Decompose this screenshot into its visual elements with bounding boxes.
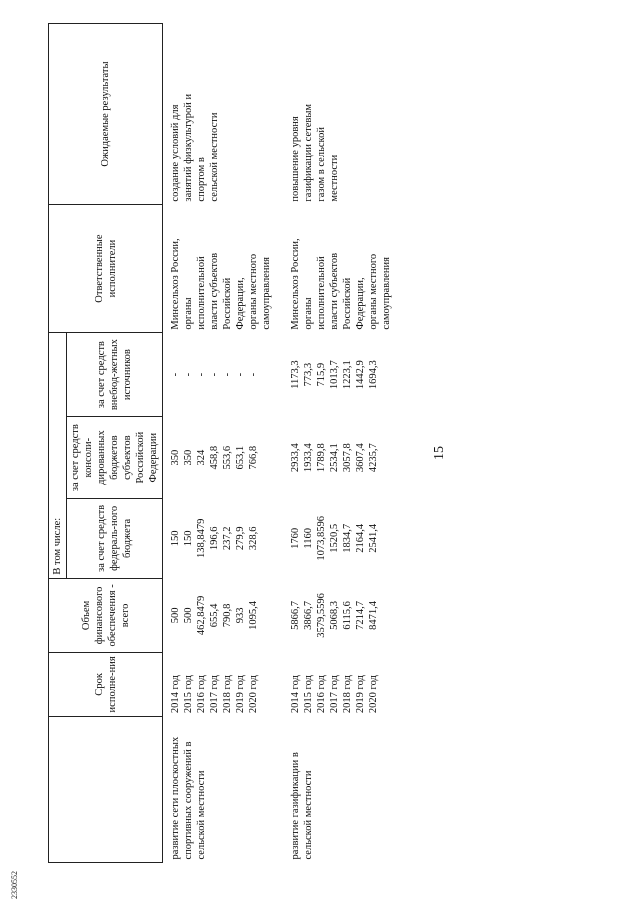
program-table: [48, 23, 403, 863]
federal-cell-line: 237,2: [222, 526, 233, 551]
federal-cell: [283, 499, 403, 579]
total-cell-line: 5866,7: [290, 600, 301, 630]
extrabudget-cell-line: -: [248, 372, 259, 377]
period-cell-line: 2016 год: [196, 675, 207, 714]
federal-cell-line: 328,6: [248, 526, 259, 551]
period-cell-line: 2016 год: [316, 675, 327, 714]
extrabudget-cell-line: -: [183, 372, 194, 377]
period-cell-line: 2015 год: [183, 675, 194, 714]
period-cell-line: 2019 год: [355, 675, 366, 714]
activity-cell: развитие газификации в сельской местности: [290, 752, 314, 860]
responsible-cell-line: органы местного: [248, 253, 259, 330]
period-cell-line: 2017 год: [209, 675, 220, 714]
regional-cell-line: 4235,7: [368, 443, 379, 473]
regional-cell-line: 350: [170, 449, 181, 466]
period-cell: [283, 653, 403, 716]
period-cell-line: 2018 год: [222, 675, 233, 714]
responsible-cell-line: органы: [183, 297, 194, 330]
regional-cell-line: 3607,4: [355, 443, 366, 473]
total-cell: [163, 578, 284, 653]
regional-cell-line: 766,8: [248, 445, 259, 470]
regional-cell-line: 1789,8: [316, 443, 327, 473]
regional-column-header: за счет средств консоли-дированных бюджетов субъектов Российской Федерации: [67, 417, 163, 499]
federal-column-header: за счет средств федераль-ного бюджета: [67, 499, 163, 579]
results-cell: [163, 24, 284, 205]
page-number: 15: [432, 446, 447, 460]
table-body: [163, 24, 404, 863]
extrabudget-cell-line: 1694,3: [368, 360, 379, 390]
federal-cell-line: 150: [183, 530, 194, 547]
total-cell-line: 500: [183, 607, 194, 624]
extrabudget-cell: [163, 333, 284, 417]
period-cell-line: 2019 год: [235, 675, 246, 714]
responsible-cell-line: власти субъектов: [329, 252, 340, 330]
federal-cell-line: 2541,4: [368, 523, 379, 553]
responsible-cell-line: Федерации,: [235, 277, 246, 330]
including-header: В том числе:: [49, 333, 67, 579]
responsible-column-header: Ответственные исполнители: [49, 205, 163, 333]
responsible-cell-line: Федерации,: [355, 277, 366, 330]
total-cell-line: 500: [170, 607, 181, 624]
federal-cell-line: 1160: [303, 528, 314, 549]
extrabudget-cell-line: -: [170, 372, 181, 377]
regional-cell-line: 3057,8: [342, 443, 353, 473]
extrabudget-cell-line: -: [196, 372, 207, 377]
responsible-cell: [163, 205, 284, 333]
extrabudget-column-header: за счет средств внебюд-жетных источников: [67, 333, 163, 417]
regional-cell-line: 324: [196, 449, 207, 466]
federal-cell-line: 1520,5: [329, 523, 340, 553]
period-cell-line: 2014 год: [170, 675, 181, 714]
regional-cell-line: 553,6: [222, 445, 233, 470]
total-cell-line: 462,8479: [196, 595, 207, 636]
federal-cell-line: 2164,4: [355, 523, 366, 553]
responsible-cell-line: самоуправления: [381, 257, 392, 330]
period-cell-line: 2020 год: [248, 675, 259, 714]
extrabudget-cell-line: 1173,3: [290, 360, 301, 389]
total-cell: [283, 578, 403, 653]
federal-cell-line: 1073,8596: [316, 516, 327, 561]
total-cell-line: 7214,7: [355, 600, 366, 630]
period-cell-line: 2018 год: [342, 675, 353, 714]
regional-cell-line: 350: [183, 449, 194, 466]
responsible-cell-line: самоуправления: [261, 257, 272, 330]
period-column-header: Срок исполне-ния: [49, 653, 163, 716]
federal-cell: [163, 499, 284, 579]
responsible-cell-line: Минсельхоз России,: [290, 238, 301, 330]
responsible-cell-line: Российской: [342, 277, 353, 330]
total-cell-line: 5068,3: [329, 600, 340, 630]
extrabudget-cell-line: -: [209, 372, 220, 377]
results-cell-line: газом в сельской: [316, 127, 327, 202]
period-cell-line: 2015 год: [303, 675, 314, 714]
extrabudget-cell-line: 1013,7: [329, 360, 340, 390]
responsible-cell-line: власти субъектов: [209, 252, 220, 330]
responsible-cell-line: исполнительной: [196, 256, 207, 330]
total-cell-line: 3866,7: [303, 600, 314, 630]
results-cell: [283, 24, 403, 205]
table-row: [283, 24, 403, 863]
results-column-header: Ожидаемые результаты: [49, 24, 163, 205]
results-cell-line: газификации сетевым: [303, 103, 314, 202]
period-cell: [163, 653, 284, 716]
extrabudget-cell-line: 1223,1: [342, 360, 353, 390]
regional-cell-line: 653,1: [235, 445, 246, 470]
federal-cell-line: 1760: [290, 527, 301, 549]
federal-cell-line: 1834,7: [342, 523, 353, 553]
extrabudget-cell-line: 715,9: [316, 362, 327, 387]
extrabudget-cell-line: 773,3: [303, 362, 314, 387]
responsible-cell-line: Российской: [222, 277, 233, 330]
responsible-cell-line: органы: [303, 297, 314, 330]
total-cell-line: 6115,6: [342, 601, 353, 630]
responsible-cell-line: Минсельхоз России,: [170, 238, 181, 330]
federal-cell-line: 196,6: [209, 526, 220, 551]
extrabudget-cell: [283, 333, 403, 417]
activity-column-header: [49, 716, 163, 862]
federal-cell-line: 138,8479: [196, 518, 207, 559]
results-cell-line: повышение уровня: [290, 116, 301, 202]
total-cell-line: 790,8: [222, 603, 233, 628]
responsible-cell-line: исполнительной: [316, 256, 327, 330]
regional-cell-line: 1933,4: [303, 443, 314, 473]
total-cell-line: 1095,4: [248, 600, 259, 630]
regional-cell-line: 2933,4: [290, 443, 301, 473]
document-id: 2330552: [10, 871, 19, 899]
federal-cell-line: 150: [170, 530, 181, 547]
extrabudget-cell-line: 1442,9: [355, 360, 366, 390]
total-cell-line: 8471,4: [368, 600, 379, 630]
table-header-row: [49, 24, 67, 863]
results-cell-line: занятий физкультурой и: [183, 93, 194, 202]
federal-cell-line: 279,9: [235, 526, 246, 551]
period-cell-line: 2020 год: [368, 675, 379, 714]
period-cell-line: 2017 год: [329, 675, 340, 714]
period-cell-line: 2014 год: [290, 675, 301, 714]
total-cell-line: 3579,5596: [316, 593, 327, 638]
total-column-header: Объем финансового обеспечения - всего: [49, 578, 163, 653]
regional-cell: [163, 417, 284, 499]
responsible-cell: [283, 205, 403, 333]
extrabudget-cell-line: -: [222, 372, 233, 377]
results-cell-line: спортом в: [196, 157, 207, 202]
results-cell-line: местности: [329, 154, 340, 202]
activity-cell: развитие сети плоскостных спортивных сооружений в сельской местности: [170, 736, 207, 860]
extrabudget-cell-line: -: [235, 372, 246, 377]
responsible-cell-line: органы местного: [368, 253, 379, 330]
total-cell-line: 933: [235, 607, 246, 624]
results-cell-line: сельской местности: [209, 112, 220, 202]
regional-cell: [283, 417, 403, 499]
regional-cell-line: 458,8: [209, 445, 220, 470]
table-row: [163, 24, 284, 863]
regional-cell-line: 2534,1: [329, 443, 340, 473]
results-cell-line: создание условий для: [170, 104, 181, 202]
total-cell-line: 655,4: [209, 603, 220, 628]
